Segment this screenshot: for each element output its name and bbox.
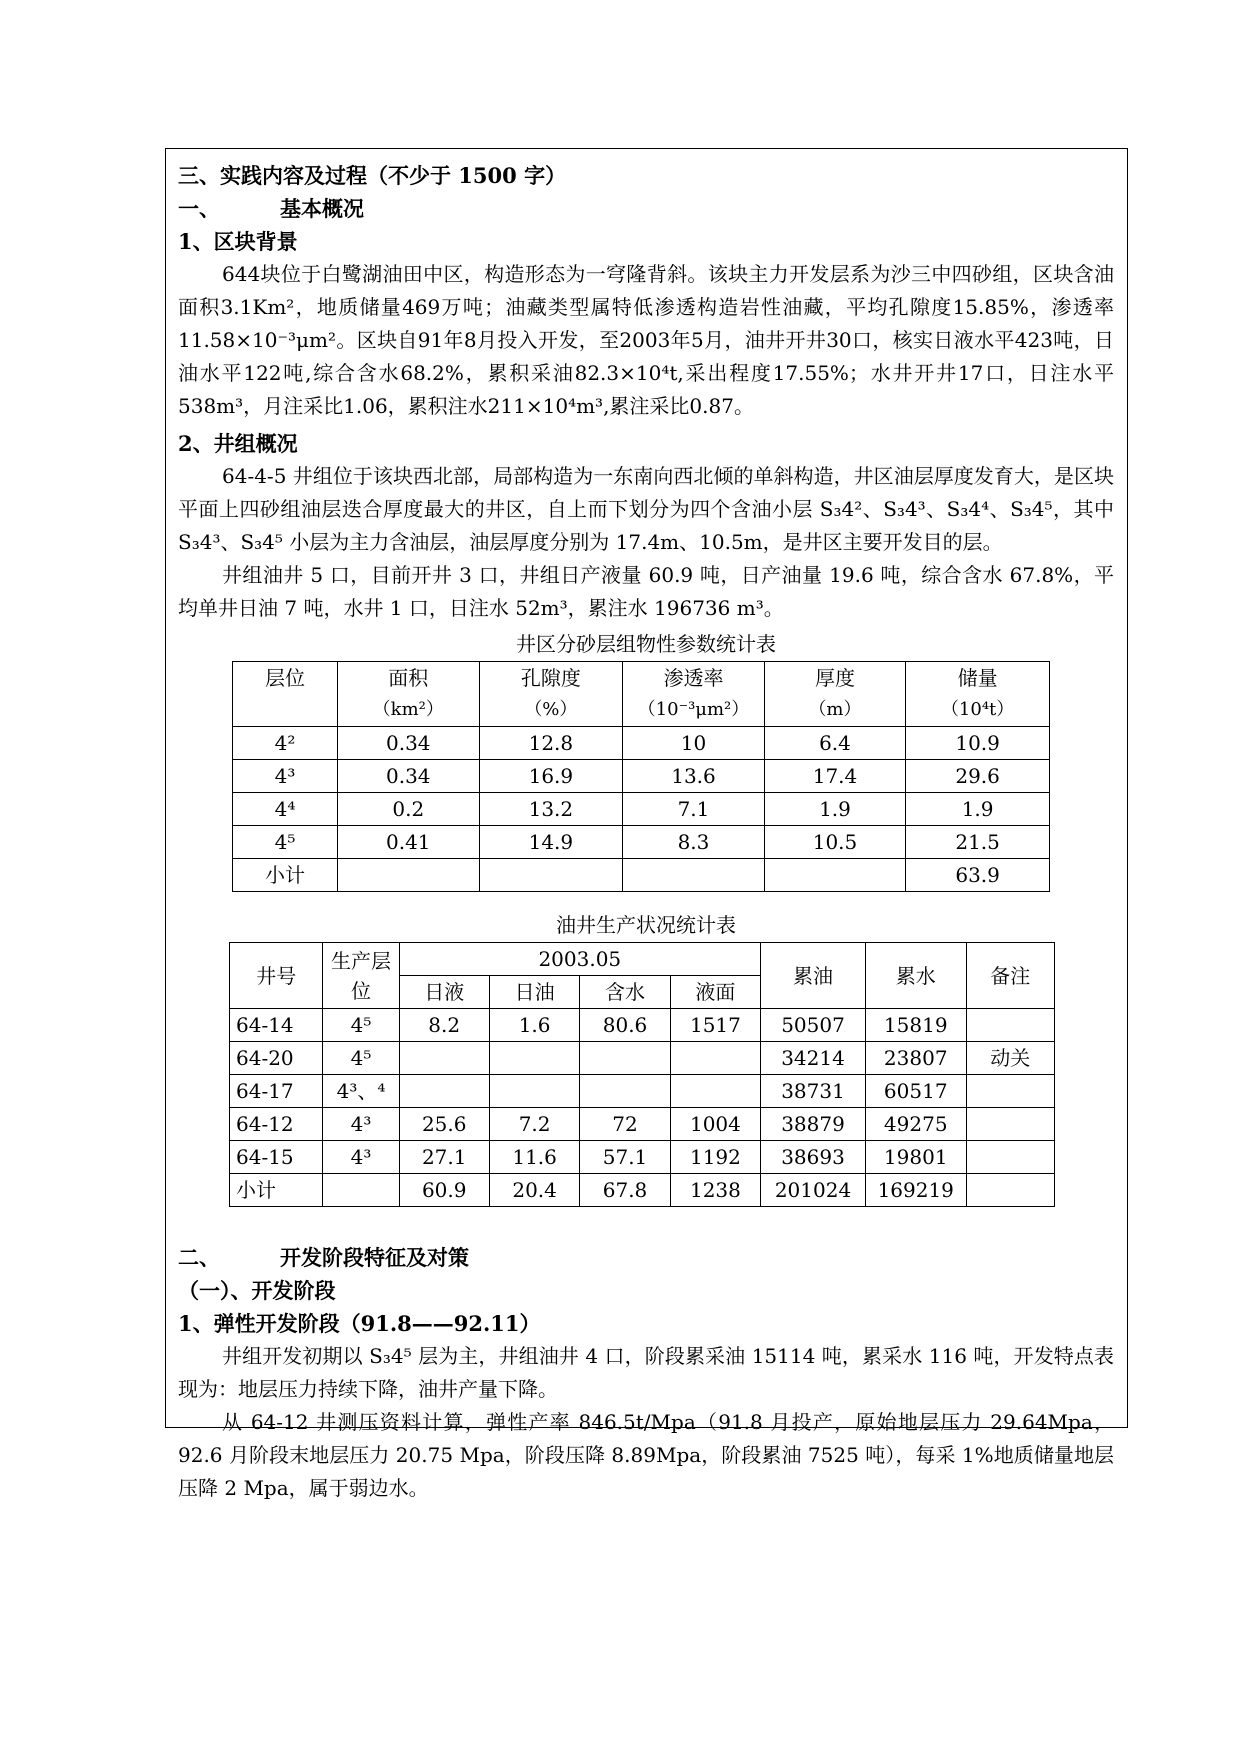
- table1-cell: 12.8: [479, 727, 623, 760]
- header-porosity: 孔隙度 （%）: [479, 662, 623, 727]
- table1-cell: 0.34: [338, 760, 480, 793]
- table2-cell: 50507: [761, 1009, 866, 1042]
- paragraph-block-background: 644块位于白鹭湖油田中区，构造形态为一穹隆背斜。该块主力开发层系为沙三中四砂组，区块含油面积3.1Km²，地质储量469万吨；油藏类型属特低渗透构造岩性油藏，平均孔隙度15.85%，渗透率11.58×10⁻³μm²。区块自91年8月投入开发，至2003年5月，油井开井30口，核实日液水平423吨，日油水平122吨,综合含水68.2%，累积采油82.3×10⁴t,采出程度17.55%；水井开井17口，日注水平538m³，月注采比1.06，累积注水211×10⁴m³,累注采比0.87。: [178, 262, 1114, 418]
- section-heading-2: [178, 1241, 1114, 1274]
- header-thickness: 厚度 （m）: [764, 662, 906, 727]
- table2-cell: [966, 1141, 1054, 1174]
- report-frame: [165, 148, 1128, 1500]
- table2-cell: 15819: [865, 1009, 966, 1042]
- table1-cell: 63.9: [906, 859, 1050, 892]
- table2-row: [230, 1009, 1055, 1042]
- table2-cell: 27.1: [399, 1141, 489, 1174]
- table2-cell: 67.8: [580, 1174, 670, 1207]
- subheading-well-group: 2、井组概况: [178, 431, 298, 456]
- table2-cell: [489, 1042, 579, 1075]
- header-water-cut: 含水: [580, 976, 670, 1009]
- section-title: 开发阶段特征及对策: [280, 1245, 469, 1270]
- table1-caption: 井区分砂层组物性参数统计表: [516, 632, 776, 656]
- header-cumulative-oil: 累油: [761, 943, 866, 1009]
- table2-cell: [966, 1009, 1054, 1042]
- well-production-table: [229, 942, 1055, 1207]
- table1-cell: 10.9: [906, 727, 1050, 760]
- table1-row: [233, 793, 1050, 826]
- header-fluid-level: 液面: [670, 976, 760, 1009]
- table1-cell: 小计: [233, 859, 338, 892]
- table2-cell: 20.4: [489, 1174, 579, 1207]
- table2-cell: 8.2: [399, 1009, 489, 1042]
- table2-cell: [580, 1042, 670, 1075]
- table1-cell: 1.9: [906, 793, 1050, 826]
- table2-cell: [399, 1075, 489, 1108]
- table2-cell: 23807: [865, 1042, 966, 1075]
- physical-properties-table: [232, 661, 1050, 892]
- table1-cell: 4⁴: [233, 793, 338, 826]
- table2-cell: 64-14: [230, 1009, 323, 1042]
- table1-cell: 13.2: [479, 793, 623, 826]
- header-production-layer: 生产层位: [323, 943, 399, 1009]
- table2-row: [230, 1075, 1055, 1108]
- table2-cell: 64-15: [230, 1141, 323, 1174]
- header-remarks: 备注: [966, 943, 1054, 1009]
- table2-caption: 油井生产状况统计表: [556, 913, 736, 937]
- section-number: 一、: [178, 196, 220, 221]
- table1-row: [233, 727, 1050, 760]
- table1-row: [233, 760, 1050, 793]
- section-number: 二、: [178, 1245, 220, 1270]
- table2-cell: 小计: [230, 1174, 323, 1207]
- table2-cell: 57.1: [580, 1141, 670, 1174]
- table1-cell: 29.6: [906, 760, 1050, 793]
- table1-cell: 8.3: [623, 826, 765, 859]
- table2-cell: [670, 1075, 760, 1108]
- table2-cell: 4³、⁴: [323, 1075, 399, 1108]
- header-well-number: 井号: [230, 943, 323, 1009]
- table2-cell: [966, 1174, 1054, 1207]
- table1-row: [233, 859, 1050, 892]
- table2-row: [230, 1174, 1055, 1207]
- table1-cell: [764, 859, 906, 892]
- table2-cell: 1004: [670, 1108, 760, 1141]
- table2-cell: [966, 1108, 1054, 1141]
- paragraph-elastic-stage: 井组开发初期以 S₃4⁵ 层为主，井组油井 4 口，阶段累采油 15114 吨，累采水 116 吨，开发特点表现为：地层压力持续下降，油井产量下降。: [178, 1344, 1114, 1401]
- table2-cell: 38879: [761, 1108, 866, 1141]
- report-content: [178, 159, 1114, 1505]
- table2-cell: 7.2: [489, 1108, 579, 1141]
- table2-cell: 1.6: [489, 1009, 579, 1042]
- table2-cell: 169219: [865, 1174, 966, 1207]
- table2-cell: [489, 1075, 579, 1108]
- paragraph-well-group-production: 井组油井 5 口，目前开井 3 口，井组日产液量 60.9 吨，日产油量 19.6 吨，综合含水 67.8%，平均单井日油 7 吨，水井 1 口，日注水 52m³，累注水 196736 m³。: [178, 563, 1114, 620]
- table2-cell: 1192: [670, 1141, 760, 1174]
- subheading-development-stage: （一）、开发阶段: [178, 1278, 336, 1303]
- paragraph-well-group: 64-4-5 井组位于该块西北部，局部构造为一东南向西北倾的单斜构造，井区油层厚度发育大，是区块平面上四砂组油层迭合厚度最大的井区，自上而下划分为四个含油小层 S₃4²、S₃4³、S₃4⁴、S₃4⁵，其中 S₃4³、S₃4⁵ 小层为主力含油层，油层厚度分别为 17.4m、10.5m，是井区主要开发目的层。: [178, 464, 1114, 554]
- table2-header-row-1: [230, 943, 1055, 976]
- table1-cell: 10: [623, 727, 765, 760]
- table2-cell: [580, 1075, 670, 1108]
- table2-cell: 38731: [761, 1075, 866, 1108]
- table1-row: [233, 826, 1050, 859]
- table1-cell: 4⁵: [233, 826, 338, 859]
- table2-cell: [670, 1042, 760, 1075]
- table2-cell: [323, 1174, 399, 1207]
- paragraph-pressure-data: 从 64-12 井测压资料计算，弹性产率 846.5t/Mpa（91.8 月投产，原始地层压力 29.64Mpa，92.6 月阶段末地层压力 20.75 Mpa，阶段压降 8.89Mpa，阶段累油 7525 吨），每采 1%地质储量地层压降 2 Mpa，属于弱边水。: [178, 1410, 1114, 1500]
- header-area: 面积 （km²）: [338, 662, 480, 727]
- table1-cell: 13.6: [623, 760, 765, 793]
- table2-cell: 64-12: [230, 1108, 323, 1141]
- header-cumulative-water: 累水: [865, 943, 966, 1009]
- table2-cell: 64-20: [230, 1042, 323, 1075]
- table1-cell: 14.9: [479, 826, 623, 859]
- table1-cell: 0.34: [338, 727, 480, 760]
- table1-cell: 21.5: [906, 826, 1050, 859]
- table2-cell: 64-17: [230, 1075, 323, 1108]
- table1-cell: 17.4: [764, 760, 906, 793]
- header-permeability: 渗透率 （10⁻³μm²）: [623, 662, 765, 727]
- table2-cell: 72: [580, 1108, 670, 1141]
- table2-cell: 11.6: [489, 1141, 579, 1174]
- table1-cell: 0.2: [338, 793, 480, 826]
- table2-cell: 25.6: [399, 1108, 489, 1141]
- table1-header-row: [233, 662, 1050, 727]
- section-title: 基本概况: [280, 196, 364, 221]
- table2-cell: 80.6: [580, 1009, 670, 1042]
- header-reserves: 储量 （10⁴t）: [906, 662, 1050, 727]
- table1-cell: [623, 859, 765, 892]
- header-date: 2003.05: [399, 943, 761, 976]
- subheading-block-background: 1、区块背景: [178, 229, 298, 254]
- table2-row: [230, 1042, 1055, 1075]
- table2-cell: 1517: [670, 1009, 760, 1042]
- table1-cell: 1.9: [764, 793, 906, 826]
- subheading-elastic-stage: 1、弹性开发阶段（91.8——92.11）: [178, 1311, 541, 1336]
- table2-cell: 38693: [761, 1141, 866, 1174]
- header-daily-oil: 日油: [489, 976, 579, 1009]
- table2-cell: 4³: [323, 1108, 399, 1141]
- section-heading-1: [178, 192, 1114, 225]
- main-heading: 三、实践内容及过程（不少于 1500 字）: [178, 163, 567, 188]
- table2-cell: [966, 1075, 1054, 1108]
- table1-cell: [479, 859, 623, 892]
- table2-cell: 201024: [761, 1174, 866, 1207]
- table2-cell: 4⁵: [323, 1042, 399, 1075]
- table2-cell: 49275: [865, 1108, 966, 1141]
- table1-cell: 0.41: [338, 826, 480, 859]
- table2-cell: 4⁵: [323, 1009, 399, 1042]
- table1-cell: [338, 859, 480, 892]
- table2-cell: 19801: [865, 1141, 966, 1174]
- table1-cell: 4³: [233, 760, 338, 793]
- table2-cell: 动关: [966, 1042, 1054, 1075]
- table2-row: [230, 1141, 1055, 1174]
- table1-cell: 16.9: [479, 760, 623, 793]
- table1-cell: 7.1: [623, 793, 765, 826]
- table2-cell: 1238: [670, 1174, 760, 1207]
- header-layer: 层位: [233, 662, 338, 727]
- table2-cell: 60517: [865, 1075, 966, 1108]
- table1-cell: 4²: [233, 727, 338, 760]
- table2-row: [230, 1108, 1055, 1141]
- table2-cell: [399, 1042, 489, 1075]
- header-daily-liquid: 日液: [399, 976, 489, 1009]
- table1-cell: 6.4: [764, 727, 906, 760]
- table2-cell: 4³: [323, 1141, 399, 1174]
- table2-cell: 34214: [761, 1042, 866, 1075]
- table1-cell: 10.5: [764, 826, 906, 859]
- table2-cell: 60.9: [399, 1174, 489, 1207]
